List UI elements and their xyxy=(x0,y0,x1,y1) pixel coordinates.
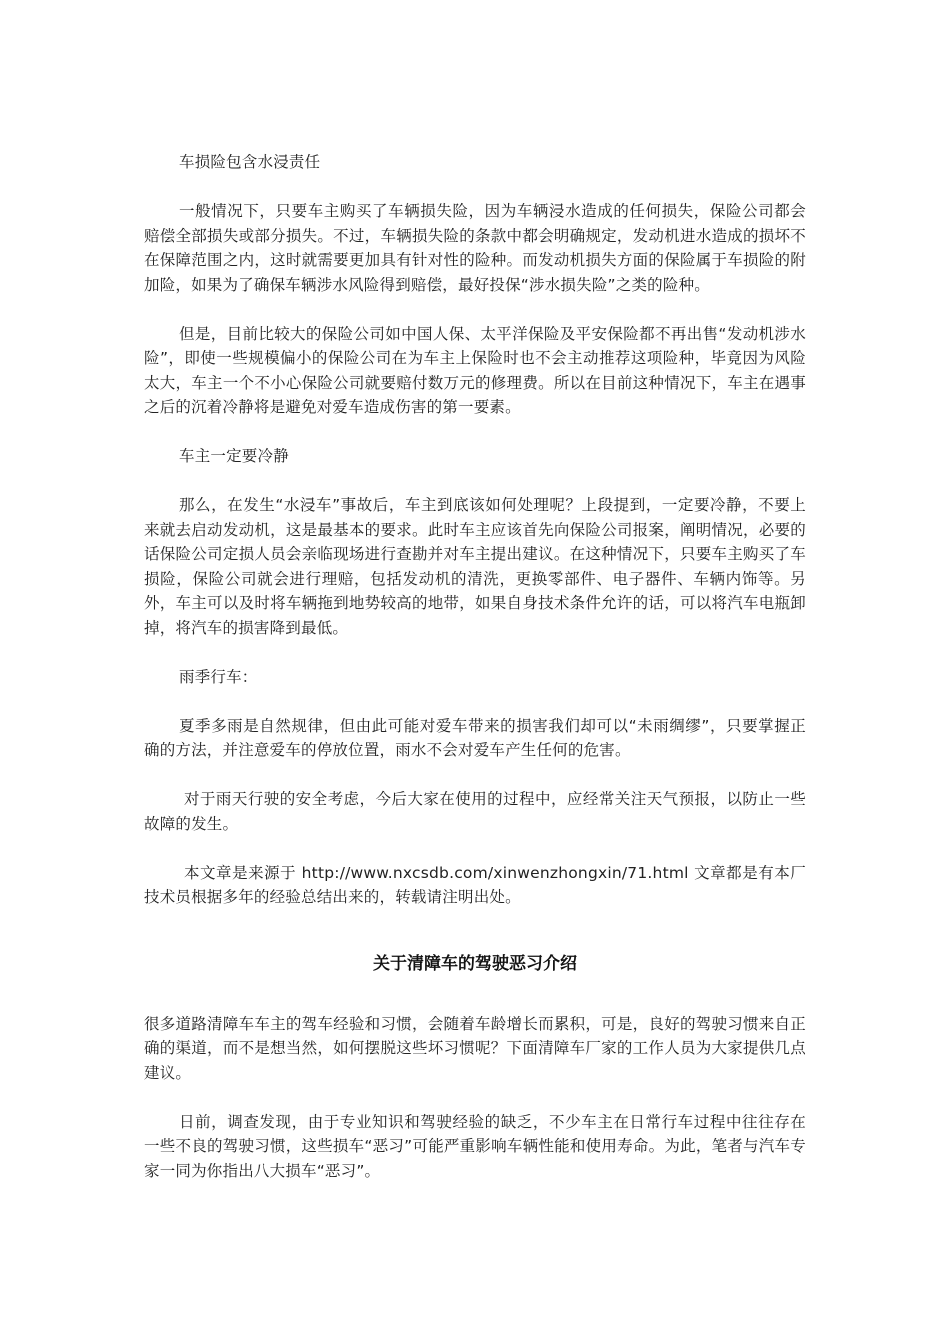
paragraph-insurers-policy: 但是，目前比较大的保险公司如中国人保、太平洋保险及平安保险都不再出售“发动机涉水险”，即使一些规模偏小的保险公司在为车主上保险时也不会主动推荐这项险种，毕竟因为风险太大，车主一个不小心保险公司就要赔付数万元的修理费。所以在目前这种情况下，车主在遇事之后的沉着冷静将是避免对爱车造成伤害的第一要素。 xyxy=(144,324,806,416)
paragraph-handling-steps: 那么，在发生“水浸车”事故后，车主到底该如何处理呢？上段提到，一定要冷静，不要上来就去启动发动机，这是最基本的要求。此时车主应该首先向保险公司报案，阐明情况，必要的话保险公司定损人员会亲临现场进行查勘并对车主提出建议。在这种情况下，只要车主购买了车损险，保险公司就会进行理赔，包括发动机的清洗，更换零部件、电子器件、车辆内饰等。另外，车主可以及时将车辆拖到地势较高的地带，如果自身技术条件允许的话，可以将汽车电瓶卸掉，将汽车的损害降到最低。 xyxy=(144,496,806,637)
section-heading-rainy-driving: 雨季行车： xyxy=(179,667,258,686)
paragraph-intro: 很多道路清障车车主的驾车经验和习惯，会随着车龄增长而累积，可是，良好的驾驶习惯来自正确的渠道，而不是想当然，如何摆脱这些坏习惯呢？下面清障车厂家的工作人员为大家提供几点建议。 xyxy=(144,1014,806,1082)
section-heading-stay-calm: 车主一定要冷静 xyxy=(179,447,289,465)
paragraph-weather-forecast: 对于雨天行驶的安全考虑，今后大家在使用的过程中，应经常关注天气预报，以防止一些故障的发生。 xyxy=(144,790,806,833)
paragraph-rainy-season: 夏季多雨是自然规律，但由此可能对爱车带来的损害我们却可以“未雨绸缪”，只要掌握正确的方法，并注意爱车的停放位置，雨水不会对爱车产生任何的危害。 xyxy=(144,716,806,759)
paragraph-bad-habits: 日前，调查发现，由于专业知识和驾驶经验的缺乏，不少车主在日常行车过程中往往存在一些不良的驾驶习惯，这些损车“恶习”可能严重影响车辆性能和使用寿命。为此，笔者与汽车专家一同为你指出八大损车“恶习”。 xyxy=(144,1112,806,1180)
document-body xyxy=(144,150,806,1183)
paragraph-source-note: 本文章是来源于 http://www.nxcsdb.com/xinwenzhongxin/71.html 文章都是有本厂技术员根据多年的经验总结出来的，转载请注明出处。 xyxy=(144,863,806,906)
section-heading-water-damage: 车损险包含水浸责任 xyxy=(179,153,321,171)
article-title: 关于清障车的驾驶恶习介绍 xyxy=(373,953,577,974)
paragraph-insurance-coverage: 一般情况下，只要车主购买了车辆损失险，因为车辆浸水造成的任何损失，保险公司都会赔偿全部损失或部分损失。不过，车辆损失险的条款中都会明确规定，发动机进水造成的损坏不在保障范围之内，这时就需要更加具有针对性的险种。而发动机损失方面的保险属于车损险的附加险，如果为了确保车辆涉水风险得到赔偿，最好投保“涉水损失险”之类的险种。 xyxy=(144,202,806,294)
